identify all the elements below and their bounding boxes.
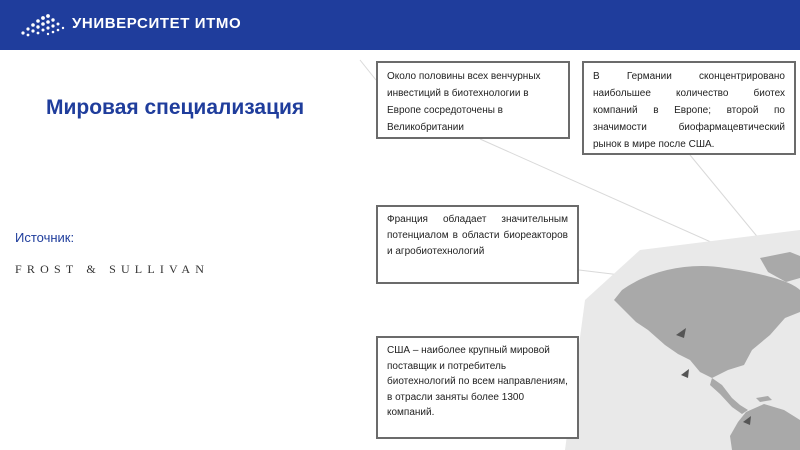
frost-sullivan-logo: FROST & SULLIVAN xyxy=(15,262,210,276)
germany-info-box: В Германии сконцентрировано наибольшее количество биотех компаний в Европе; второй по значимости биофармацевтический рынок в мире после США. xyxy=(582,61,796,155)
slide-title: Мировая специализация xyxy=(46,96,305,119)
france-info-box: Франция обладает значительным потенциалом в области биореакторов и агробиотехнологий xyxy=(376,205,579,284)
university-logo-text: УНИВЕРСИТЕТ ИТМО xyxy=(72,15,242,32)
usa-info-box: США – наиболее крупный мировой поставщик и потребитель биотехнологий по всем направлениям, в отрасли заняты более 1300 компаний. xyxy=(376,336,579,439)
source-label: Источник: xyxy=(15,230,75,245)
uk-venture-box: Около половины всех венчурных инвестиций в биотехнологии в Европе сосредоточены в Великобритании xyxy=(376,61,570,139)
